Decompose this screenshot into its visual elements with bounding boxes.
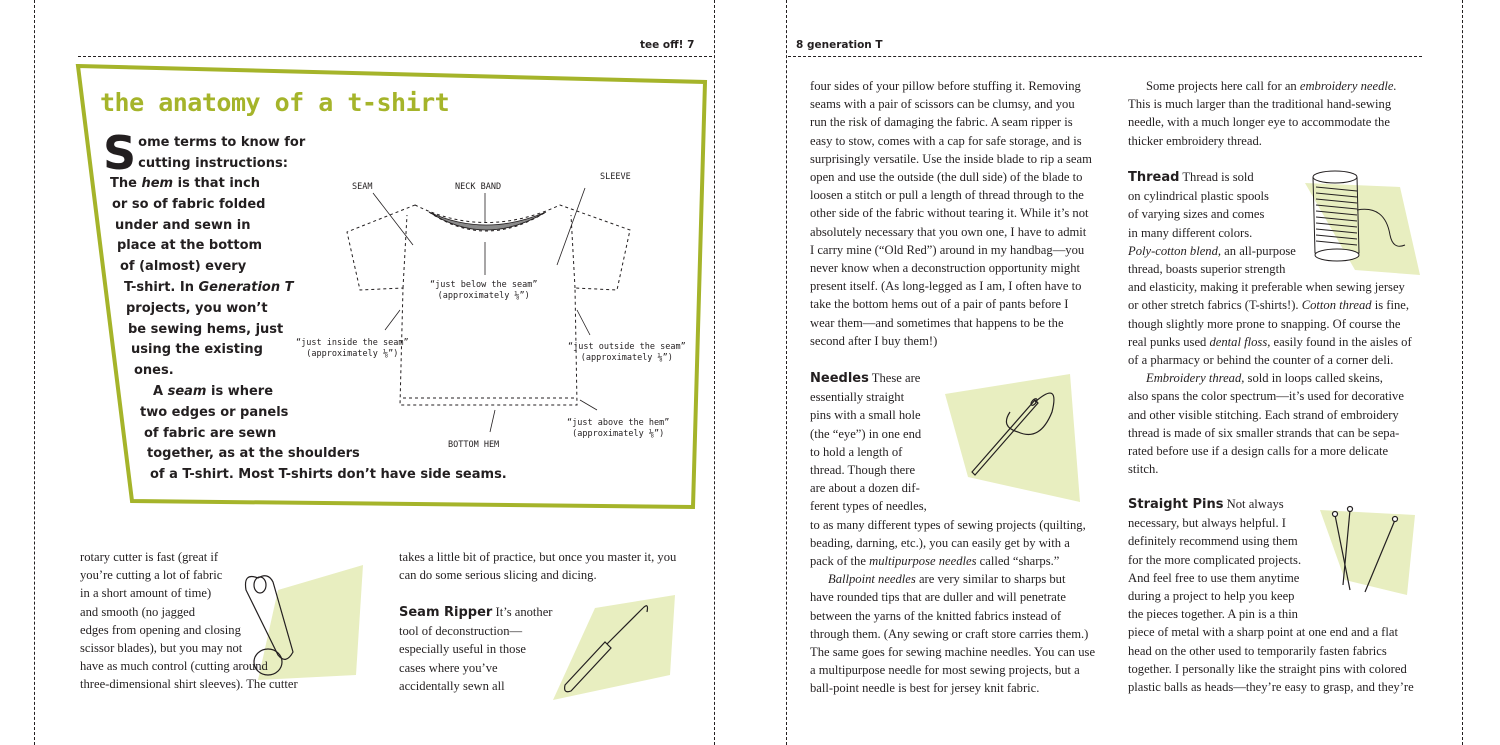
text-line: or other stretch fabrics (T-shirts!). Cotton thread is fine,	[1128, 298, 1409, 313]
text-line: stitch.	[1128, 462, 1159, 477]
text-line: present itself. (As long-legged as I am, I often have to	[810, 279, 1082, 294]
text-line: pins with a small hole	[810, 408, 921, 423]
text-line: And feel free to use them anytime	[1128, 570, 1300, 585]
anatomy-line: be sewing hems, just	[128, 321, 284, 337]
text-line: though slightly more prone to snapping. Of course the	[1128, 316, 1401, 331]
anatomy-line: ones.	[134, 363, 174, 379]
text-line: between the yarns of the knitted fabrics instead of	[810, 608, 1062, 623]
text-line: never know when a deconstruction opportunity might	[810, 261, 1081, 276]
text-line: Ballpoint needles are very similar to sharps but	[828, 572, 1066, 587]
text-line: Some projects here call for an embroidery needle.	[1146, 79, 1397, 93]
text-line: edges from opening and closing	[80, 622, 241, 637]
anatomy-line: The hem is that inch	[110, 176, 260, 191]
seam-ripper-heading: Seam Ripper	[399, 605, 493, 620]
anatomy-line: together, as at the shoulders	[147, 446, 360, 462]
text-line: a multipurpose needle for most sewing projects, but a	[810, 663, 1080, 678]
text-line: ball-point needle is best for jersey knit fabric.	[810, 681, 1040, 696]
text-line: thread is made of six smaller strands that can be sepa-	[1128, 425, 1400, 440]
text-line: I carry mine (“Old Red”) around in my handbag—you	[810, 242, 1085, 257]
text-line: essentially straight	[810, 390, 905, 405]
text-line: four sides of your pillow before stuffing it. Removing	[810, 79, 1081, 93]
text-line: and smooth (no jagged	[80, 604, 196, 619]
anatomy-title: the anatomy of a t-shirt	[100, 88, 450, 117]
straight-pins-section: Straight Pins Not always necessary, but always helpful. I definitely recommend using them for the more complicated projects. And feel free to use them anytime during a project to help you keep the pieces together. A pin is a thin piece of metal with a sharp point at one end and a flat head on the other used to temporarily fasten fabrics together. I personally like the straight pins with colored plastic balls as heads—they’re easy to grasp, and they’re	[1128, 495, 1414, 696]
text-line: three-dimensional shirt sleeves). The cutter	[80, 677, 298, 692]
text-line: This is much larger than the traditional hand-sewing	[1128, 97, 1392, 112]
text-line: head on the other used to temporarily fasten fabrics	[1128, 643, 1387, 658]
text-line: especially useful in those	[399, 642, 526, 657]
anatomy-line: cutting instructions:	[138, 155, 288, 171]
anatomy-line: ome terms to know for	[138, 135, 306, 150]
anatomy-line: T-shirt. In Generation T	[124, 279, 294, 295]
left-page-rule	[78, 56, 712, 57]
text-line: ferent types of needles,	[810, 499, 927, 514]
text-line: take the bottom hems out of a pair of pants before I	[810, 297, 1069, 312]
text-line: thread, boasts superior strength	[1128, 262, 1286, 277]
text-line: rotary cutter is fast (great if	[80, 550, 219, 564]
text-line: of a pharmacy or behind the counter of a corner deli.	[1128, 353, 1394, 368]
text-line: through them. (Any sewing or craft store carries them.)	[810, 626, 1089, 641]
text-line: needle, with a much longer eye to accommodate the	[1128, 115, 1390, 130]
label-bottom-hem: BOTTOM HEM	[448, 440, 500, 450]
text-line: second after I buy them!)	[810, 333, 938, 348]
text-line: real punks used dental floss, easily found in the aisles of	[1128, 334, 1412, 349]
label-seam: SEAM	[352, 182, 373, 192]
text-line: have rounded tips that are duller and will penetrate	[810, 590, 1066, 605]
anatomy-line: of (almost) every	[120, 259, 247, 275]
text-line: also spans the color spectrum—it’s used for decorative	[1128, 389, 1404, 404]
thread-heading: Thread	[1128, 170, 1180, 185]
label-outside-seam: “just outside the seam” (approximately ⅛”)	[568, 342, 686, 363]
anatomy-line: projects, you won’t	[126, 300, 268, 316]
text-line: pack of the multipurpose needles called “sharps.”	[810, 554, 1060, 569]
anatomy-line: or so of fabric folded	[112, 196, 266, 212]
cutter-continued-text	[399, 548, 676, 584]
label-inside-seam: “just inside the seam” (approximately ⅛”)	[296, 338, 409, 359]
text-line: easy to stow, comes with a cap for safe storage, and is	[810, 133, 1082, 148]
folio-left: tee off! 7	[640, 39, 695, 51]
text-line: during a project to help you keep	[1128, 589, 1295, 604]
tshirt-diagram	[295, 170, 695, 460]
text-line: thicker embroidery thread.	[1128, 133, 1262, 148]
text-line: (the “eye”) in one end	[810, 426, 922, 441]
text-line: in many different colors.	[1128, 225, 1253, 240]
seam-ripper-continued	[810, 77, 1092, 350]
text-line: definitely recommend using them	[1128, 534, 1298, 549]
text-line: The same goes for sewing machine needles. You can use	[810, 645, 1096, 660]
right-margin-guide	[1462, 0, 1463, 745]
anatomy-line: of fabric are sewn	[144, 425, 277, 441]
rotary-cutter-text	[80, 548, 298, 694]
text-line: can do some serious slicing and dicing.	[399, 568, 597, 583]
text-line: loosen a stitch or pull a length of thread through to the	[810, 188, 1084, 203]
embroidery-needle-text	[1128, 77, 1397, 150]
text-line: takes a little bit of practice, but once you master it, you	[399, 550, 677, 564]
text-line: to hold a length of	[810, 444, 903, 459]
anatomy-line: place at the bottom	[117, 238, 263, 254]
text-line: on cylindrical plastic spools	[1128, 189, 1269, 204]
text-line: surprisingly versatile. Use the inside blade to rip a seam	[810, 151, 1092, 166]
text-line: Embroidery thread, sold in loops called skeins,	[1146, 371, 1383, 386]
drop-cap: S	[103, 126, 137, 180]
anatomy-line: two edges or panels	[140, 404, 289, 420]
text-line: you’re cutting a lot of fabric	[80, 568, 223, 583]
label-neck-band: NECK BAND	[455, 182, 502, 192]
text-line: of varying sizes and comes	[1128, 207, 1265, 222]
straight-pins-heading: Straight Pins	[1128, 497, 1224, 512]
text-line: plastic balls as heads—they’re easy to grasp, and they’re	[1128, 680, 1414, 695]
needles-section: Needles These are essentially straight pins with a small hole (the “eye”) in one end to hold a length of thread. Though there are about a dozen dif- ferent types of needles, to as many different types of sewing projects (quilting, beading, darning, etc.), you can easily get by with a pack of the multipurpose needles called “sharps.” Ballpoint needles are very similar to sharps but have rounded tips that are duller and will penetrate between the yarns of the knitted fabrics instead of through them. (Any sewing or craft store carries them.) The same goes for sewing machine needles. You can use a multipurpose needle for most sewing projects, but a ball-point needle is best for jersey knit fabric.	[810, 369, 1095, 698]
text-line: are about a dozen dif-	[810, 481, 920, 496]
text-line: accidentally sewn all	[399, 678, 505, 693]
text-line: other side of the fabric without tearing it. While it’s not	[810, 206, 1089, 221]
text-line: seams with a pair of scissors can be clumsy, and you	[810, 97, 1075, 112]
thread-section: Thread Thread is sold on cylindrical plastic spools of varying sizes and comes in many different colors. Poly-cotton blend, an all-purpose thread, boasts superior strength and elasticity, making it preferable when sewing jersey or other stretch fabrics (T-shirts!). Cotton thread is fine, though slightly more prone to snapping. Of course the real punks used dental floss, easily found in the aisles of of a pharmacy or behind the counter of a corner deli. Embroidery thread, sold in loops called skeins, also spans the color spectrum—it’s used for decorative and other visible stitching. Each strand of embroidery thread is made of six smaller strands that can be sepa- rated before use if a design calls for a more delicate stitch.	[1128, 168, 1412, 478]
seam-ripper-text: Seam Ripper It’s another tool of deconstruction— especially useful in those cases where you’ve accidentally sewn all	[399, 603, 553, 695]
text-line: in a short amount of time)	[80, 586, 212, 601]
anatomy-line: under and sewn in	[115, 217, 251, 233]
gutter-guide-right	[786, 0, 787, 745]
text-line: wear them—and sometimes that happens to be the	[810, 315, 1064, 330]
text-line: together. I personally like the straight pins with colored	[1128, 661, 1407, 676]
text-line: thread. Though there	[810, 463, 916, 478]
right-page-rule	[788, 56, 1422, 57]
text-line: and other visible stitching. Each strand of embroidery	[1128, 407, 1399, 422]
label-below-seam: “just below the seam” (approximately ⅛”)	[430, 280, 538, 301]
text-line: tool of deconstruction—	[399, 624, 523, 639]
text-line: open and use the outside (the dull side) of the blade to	[810, 170, 1083, 185]
text-line: to as many different types of sewing projects (quilting,	[810, 517, 1086, 532]
label-sleeve: SLEEVE	[600, 172, 631, 182]
anatomy-text	[103, 126, 503, 180]
text-line: cases where you’ve	[399, 660, 498, 675]
label-above-hem: “just above the hem” (approximately ⅛”)	[567, 418, 670, 439]
text-line: Poly-cotton blend, an all-purpose	[1128, 243, 1296, 258]
text-line: absolutely necessary that you own one, I have to admit	[810, 224, 1087, 239]
text-line: beading, darning, etc.), you can easily get by with a	[810, 535, 1070, 550]
anatomy-line: A seam is where	[153, 383, 274, 399]
text-line: piece of metal with a sharp point at one end and a flat	[1128, 625, 1398, 640]
needles-heading: Needles	[810, 371, 869, 386]
text-line: have as much control (cutting around	[80, 659, 268, 674]
anatomy-line: of a T-shirt. Most T-shirts don’t have side seams.	[150, 467, 507, 483]
anatomy-line: using the existing	[131, 342, 263, 358]
text-line: rated before use if a design calls for a more delicate	[1128, 444, 1389, 459]
text-line: scissor blades), but you may not	[80, 641, 243, 656]
folio-right: 8 generation T	[796, 39, 883, 51]
text-line: for the more complicated projects.	[1128, 552, 1302, 567]
text-line: the pieces together. A pin is a thin	[1128, 607, 1298, 622]
text-line: necessary, but always helpful. I	[1128, 516, 1286, 531]
text-line: and elasticity, making it preferable when sewing jersey	[1128, 280, 1405, 295]
text-line: run the risk of damaging the fabric. A seam ripper is	[810, 115, 1073, 130]
seam-ripper-illustration	[545, 590, 685, 705]
